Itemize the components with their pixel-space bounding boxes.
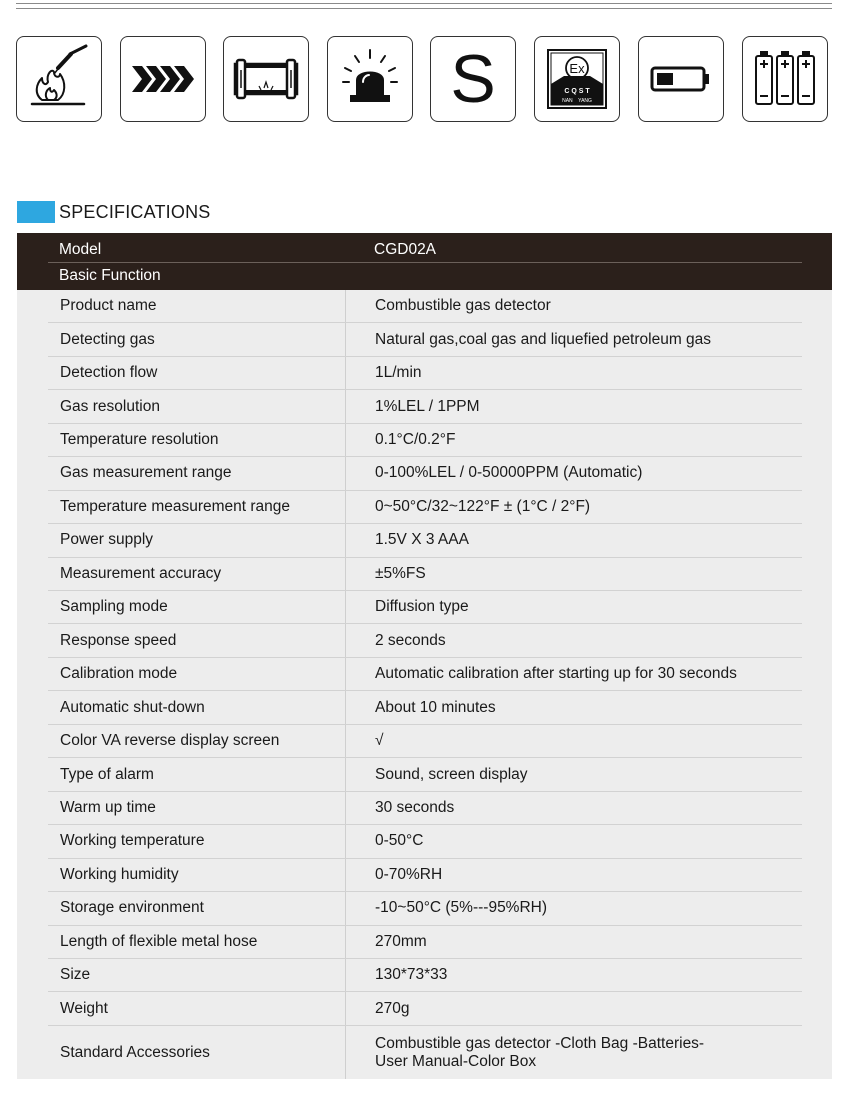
- spec-value-line: Combustible gas detector -Cloth Bag -Batteries-: [375, 1034, 705, 1052]
- table-row: [48, 357, 802, 390]
- spec-value: Natural gas,coal gas and liquefied petroleum gas: [375, 330, 712, 348]
- spec-value: 130*73*33: [375, 966, 448, 984]
- alarm-light-icon: [327, 36, 413, 122]
- spec-value: Diffusion type: [375, 598, 469, 616]
- spec-label: Sampling mode: [60, 598, 168, 616]
- spec-label: Gas measurement range: [60, 464, 232, 482]
- spec-label: Automatic shut-down: [60, 698, 205, 716]
- spec-label: Warm up time: [60, 798, 156, 816]
- spec-value: 0~50°C/32~122°F ± (1°C / 2°F): [375, 497, 591, 515]
- spec-label: Measurement accuracy: [60, 564, 222, 582]
- three-batteries-icon: [742, 36, 828, 122]
- table-row: [48, 491, 802, 524]
- spec-label: Detection flow: [60, 364, 158, 382]
- table-row: [48, 1026, 802, 1080]
- table-row: [48, 825, 802, 858]
- pipe-leak-icon: [223, 36, 309, 122]
- basic-function-label: Basic Function: [59, 267, 161, 284]
- spec-label: Product name: [60, 297, 157, 315]
- spec-value: 270mm: [375, 932, 427, 950]
- table-row: [48, 323, 802, 356]
- spec-label: Weight: [60, 999, 108, 1017]
- spec-label: Gas resolution: [60, 397, 160, 415]
- table-row: [48, 691, 802, 724]
- spec-value: 1L/min: [375, 364, 422, 382]
- spec-label: Working temperature: [60, 832, 205, 850]
- spec-value: -10~50°C (5%---95%RH): [375, 899, 548, 917]
- table-row: [48, 457, 802, 490]
- spec-value: 0-50°C: [375, 832, 424, 850]
- spec-value: Sound, screen display: [375, 765, 528, 783]
- spec-value: 30 seconds: [375, 798, 455, 816]
- low-battery-icon: [638, 36, 724, 122]
- spec-value: 1%LEL / 1PPM: [375, 397, 480, 415]
- table-row: [48, 758, 802, 791]
- spec-label: Working humidity: [60, 865, 179, 883]
- spec-label: Temperature resolution: [60, 431, 219, 449]
- spec-value: 0.1°C/0.2°F: [375, 431, 456, 449]
- spec-value-line: User Manual-Color Box: [375, 1052, 537, 1070]
- table-row: [48, 892, 802, 925]
- table-row: [48, 390, 802, 423]
- model-label: Model: [59, 241, 102, 258]
- top-rule: [16, 3, 832, 4]
- spec-label: Standard Accessories: [60, 1043, 210, 1061]
- table-row: [48, 658, 802, 691]
- feature-icon-row: [16, 36, 832, 124]
- section-title: SPECIFICATIONS: [59, 201, 211, 222]
- table-row: [48, 792, 802, 825]
- spec-label: Size: [60, 966, 91, 984]
- spec-value: 1.5V X 3 AAA: [375, 531, 469, 549]
- spec-label: Color VA reverse display screen: [60, 732, 280, 750]
- cqst-text: C Q S T: [564, 88, 590, 95]
- specifications-heading: [17, 201, 211, 223]
- nanyang-text: NAN YANG: [562, 98, 592, 104]
- spec-label: Response speed: [60, 631, 177, 649]
- spec-value: √: [375, 732, 384, 750]
- table-row: [48, 558, 802, 591]
- letter-s-icon: [430, 36, 516, 122]
- spec-label: Calibration mode: [60, 665, 178, 683]
- top-rule: [16, 8, 832, 9]
- spec-label: Temperature measurement range: [60, 497, 291, 515]
- fast-response-arrows-icon: [120, 36, 206, 122]
- table-row: [48, 625, 802, 658]
- table-row: [48, 524, 802, 557]
- spec-header-block: [17, 233, 832, 290]
- spec-value: 2 seconds: [375, 631, 446, 649]
- spec-value: ±5%FS: [375, 564, 426, 582]
- table-row: [48, 424, 802, 457]
- table-row: [48, 290, 802, 323]
- table-row: [48, 959, 802, 992]
- model-value: CGD02A: [374, 241, 437, 258]
- spec-value: 0-100%LEL / 0-50000PPM (Automatic): [375, 464, 643, 482]
- spec-label: Storage environment: [60, 899, 204, 917]
- spec-label: Power supply: [60, 531, 154, 549]
- spec-value: About 10 minutes: [375, 698, 496, 716]
- letter-s-glyph: S: [450, 41, 496, 117]
- section-marker: [17, 201, 55, 223]
- ex-mark-text: Ex: [569, 61, 585, 76]
- flame-probe-icon: [16, 36, 102, 122]
- table-row: [48, 926, 802, 959]
- spec-value: [375, 1035, 704, 1071]
- spec-value: Combustible gas detector: [375, 297, 551, 315]
- spec-label: Length of flexible metal hose: [60, 932, 258, 950]
- ex-certification-icon: [534, 36, 620, 122]
- header-divider: [48, 262, 802, 263]
- spec-value: Automatic calibration after starting up for 30 seconds: [375, 665, 737, 683]
- table-row: [48, 591, 802, 624]
- spec-value: 270g: [375, 999, 410, 1017]
- spec-label: Type of alarm: [60, 765, 154, 783]
- table-row: [48, 859, 802, 892]
- table-row: [48, 992, 802, 1025]
- spec-value: 0-70%RH: [375, 865, 443, 883]
- spec-label: Detecting gas: [60, 330, 155, 348]
- spec-table: [17, 290, 832, 1079]
- table-row: [48, 725, 802, 758]
